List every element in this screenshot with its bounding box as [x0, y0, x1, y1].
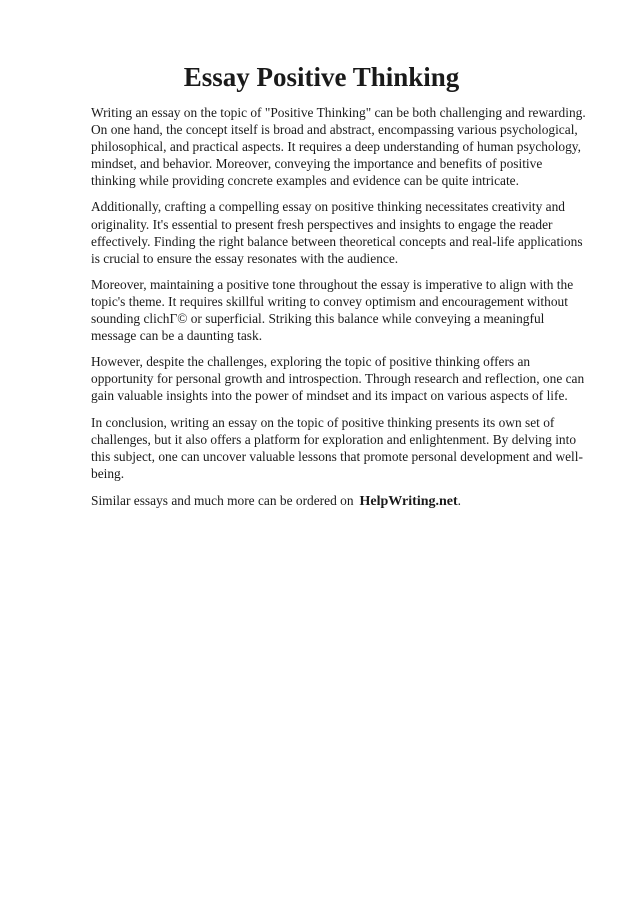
helpwriting-link[interactable]: HelpWriting.net — [359, 493, 458, 509]
closing-text: Similar essays and much more can be ordered on — [91, 492, 354, 508]
document-title: Essay Positive Thinking — [183, 62, 460, 92]
closing-period: . — [457, 492, 462, 508]
paragraph-text: Additionally, crafting a compelling essay on positive thinking necessitates creativity and originality. It's essential to present fresh perspectives and insights to engage the reader effectively. Finding the right balance between theoretical concepts and real-life applications is crucial to ensure the essay resonates with the audience. — [91, 199, 583, 266]
paragraph-5 — [91, 414, 590, 482]
paragraph-text: Moreover, maintaining a positive tone throughout the essay is imperative to align with the topic's theme. It requires skillful writing to convey optimism and encouragement without sounding clichГ© or superficial. Striking this balance while conveying a meaningful message can be a daunting task. — [91, 276, 574, 344]
paragraph-3 — [91, 276, 590, 344]
paragraph-1 — [91, 104, 590, 189]
paragraph-text: In conclusion, writing an essay on the topic of positive thinking presents its own set of challenges, but it also offers a platform for exploration and enlightenment. By delving into this subject, one can uncover valuable lessons that promote personal development and well-being. — [91, 414, 583, 481]
paragraph-text: Writing an essay on the topic of "Positive Thinking" can be both challenging and rewarding. On one hand, the concept itself is broad and abstract, encompassing various psychological, philosophical, and practical aspects. It requires a deep understanding of human psychology, mindset, and behavior. Moreover, conveying the importance and benefits of positive thinking while providing concrete examples and evidence can be quite intricate. — [91, 105, 586, 189]
closing-line — [91, 492, 590, 510]
paragraph-2 — [91, 198, 590, 266]
paragraph-4 — [91, 353, 590, 404]
paragraph-text: However, despite the challenges, exploring the topic of positive thinking offers an opportunity for personal growth and introspection. Through research and reflection, one can gain valuable insights into the power of mindset and its impact on various aspects of life. — [91, 354, 585, 404]
